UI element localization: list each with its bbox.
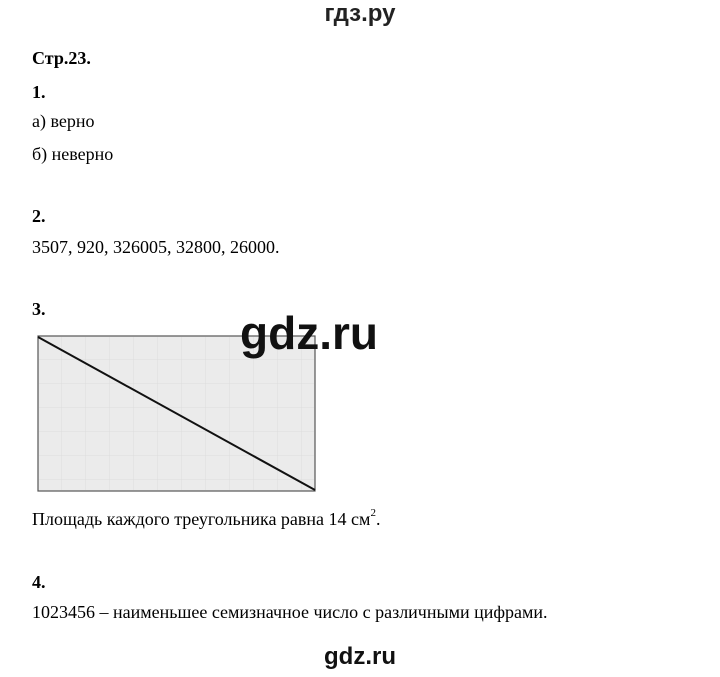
task-3-area-end: .: [375, 509, 381, 529]
task-3-area-exponent: 2: [370, 507, 376, 519]
task-3-answer: [32, 509, 380, 530]
task-1-answer-b: б) неверно: [32, 144, 114, 164]
site-logo-bottom[interactable]: gdz.ru: [324, 643, 396, 670]
task-1-number: 1.: [32, 82, 46, 102]
site-logo-top[interactable]: гдз.ру: [324, 0, 396, 27]
watermark: gdz.ru: [240, 307, 378, 359]
task-3-number: 3.: [32, 299, 46, 319]
task-2-number: 2.: [32, 206, 46, 226]
task-4-answer: 1023456 – наименьшее семизначное число с различными цифрами.: [32, 602, 548, 622]
task-3-area-text: Площадь каждого треугольника равна 14 см: [32, 509, 371, 529]
task-2-answer: 3507, 920, 326005, 32800, 26000.: [32, 237, 280, 257]
task-1-answer-a: а) верно: [32, 111, 95, 131]
task-4-number: 4.: [32, 572, 46, 592]
page-title: Стр.23.: [32, 48, 91, 68]
